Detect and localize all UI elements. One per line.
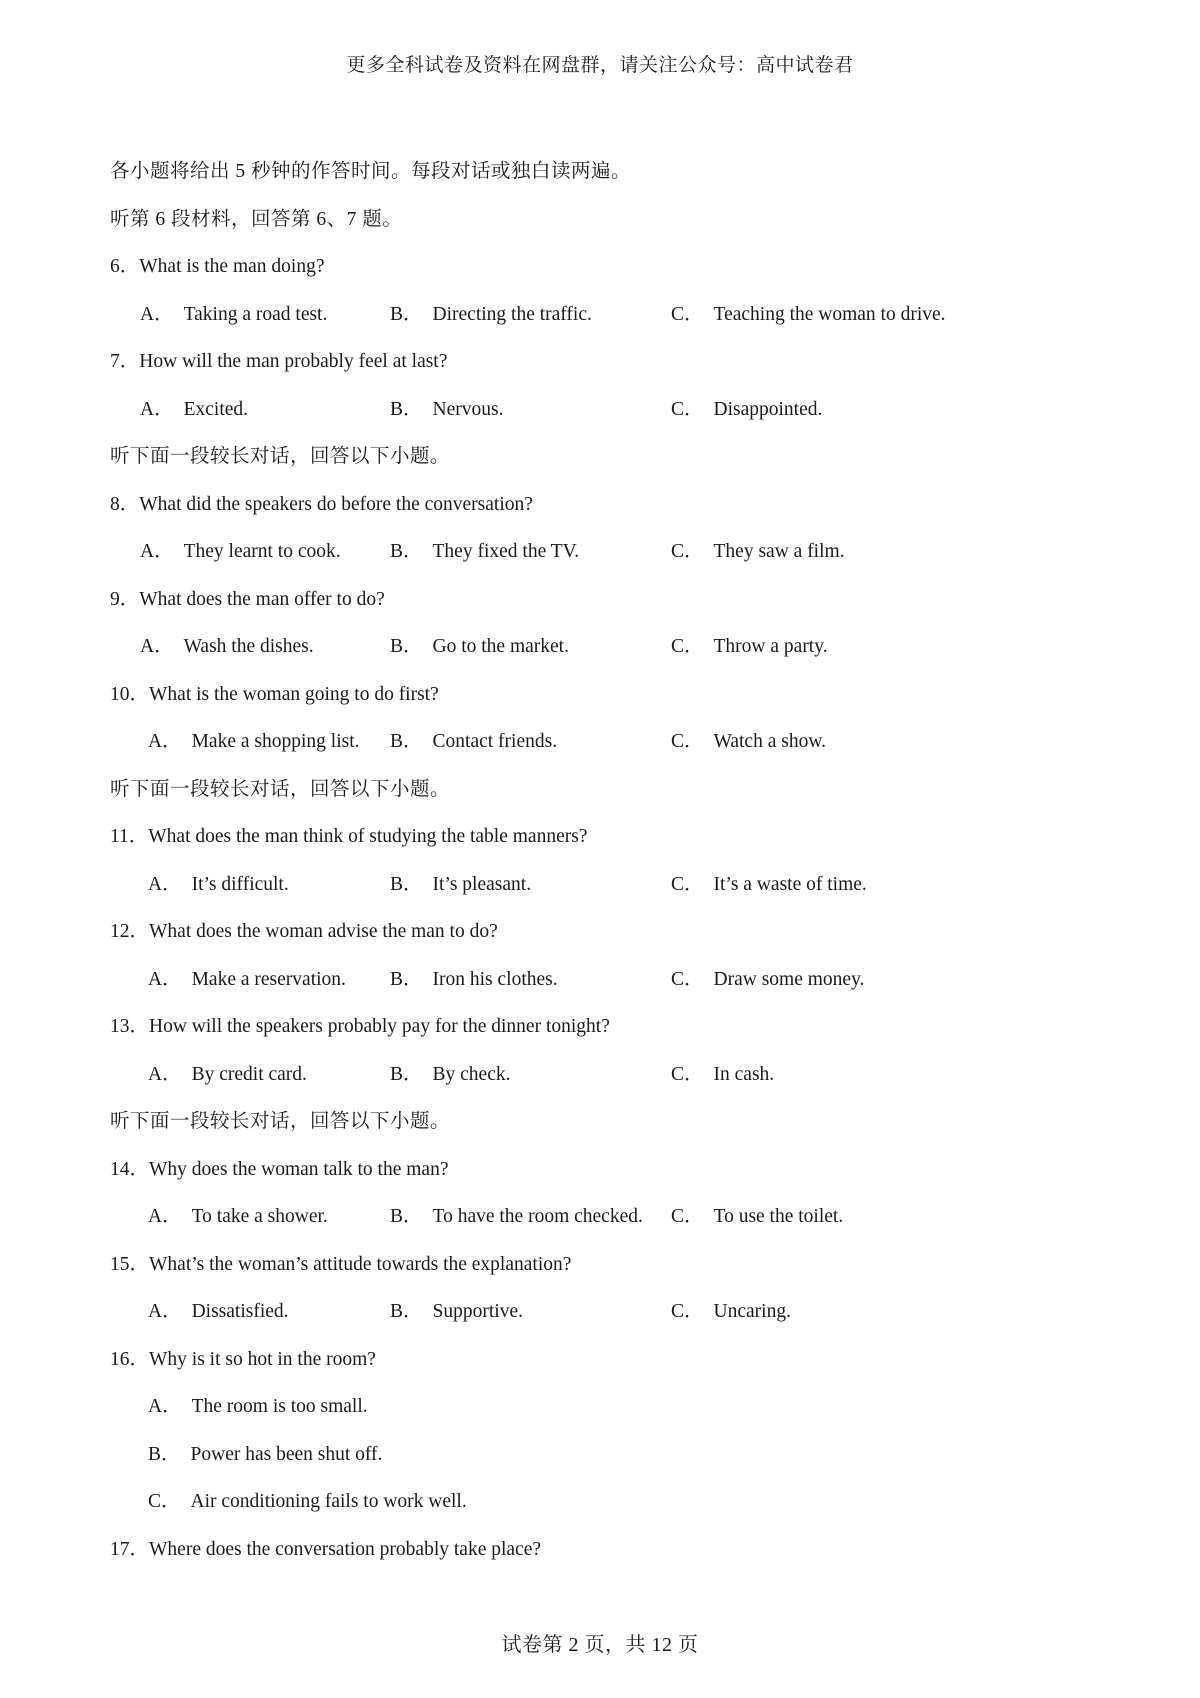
- question-10: [110, 671, 1110, 719]
- option-b: B． They fixed the TV.: [390, 541, 580, 562]
- option-a: A． Dissatisfied.: [148, 1301, 289, 1322]
- option-c: C． It’s a waste of time.: [671, 873, 867, 895]
- section-instruction: 听下面一段较长对话，回答以下小题。: [110, 446, 451, 467]
- options-9: [110, 623, 1110, 671]
- option-a: A． By credit card.: [148, 1063, 307, 1085]
- option-b: B． Iron his clothes.: [390, 968, 558, 990]
- option-c: C． Disappointed.: [671, 398, 823, 420]
- question-number: 12．: [110, 921, 150, 942]
- question-text: How will the speakers probably pay for the dinner tonight?: [149, 1016, 610, 1037]
- question-8: [110, 481, 1110, 529]
- option-c: C． Teaching the woman to drive.: [671, 303, 946, 325]
- question-text: Why does the woman talk to the man?: [149, 1158, 449, 1180]
- options-14: [110, 1193, 1110, 1241]
- intro-line-1: 各小题将给出 5 秒钟的作答时间。每段对话或独白读两遍。: [110, 161, 632, 182]
- option-b: B． To have the room checked.: [390, 1206, 643, 1227]
- option-c: C． They saw a film.: [671, 541, 845, 562]
- option-a: A． Make a reservation.: [148, 968, 346, 990]
- question-16: [110, 1336, 1110, 1384]
- option-b: B． By check.: [390, 1063, 511, 1085]
- question-text: What’s the woman’s attitude towards the explanation?: [149, 1253, 572, 1275]
- question-15: [110, 1241, 1110, 1289]
- question-14: [110, 1146, 1110, 1194]
- page-footer: 试卷第 2 页，共 12 页: [501, 1634, 699, 1656]
- question-text: Why is it so hot in the room?: [149, 1348, 376, 1370]
- question-text: Where does the conversation probably take place?: [149, 1538, 542, 1560]
- question-number: 14．: [110, 1158, 150, 1180]
- question-13: [110, 1003, 1110, 1051]
- option-a: A． It’s difficult.: [148, 873, 289, 895]
- exam-content: [110, 148, 1110, 1573]
- question-7: [110, 338, 1110, 386]
- options-13: [110, 1051, 1110, 1099]
- question-number: 13．: [110, 1016, 150, 1037]
- question-number: 15．: [110, 1253, 150, 1275]
- question-text: What is the woman going to do first?: [149, 683, 439, 705]
- question-text: What does the man offer to do?: [139, 588, 385, 610]
- option-a: A． Taking a road test.: [140, 303, 328, 325]
- question-text: What does the man think of studying the table manners?: [148, 826, 588, 847]
- option-c: C． Uncaring.: [671, 1301, 791, 1322]
- question-11: [110, 813, 1110, 861]
- question-number: 7．: [110, 351, 140, 372]
- option-c: C． To use the toilet.: [671, 1206, 844, 1227]
- question-6: [110, 243, 1110, 291]
- options-7: [110, 386, 1110, 434]
- question-text: What does the woman advise the man to do?: [149, 921, 498, 942]
- options-11: [110, 861, 1110, 909]
- option-a: A． Make a shopping list.: [148, 731, 360, 752]
- option-a: A． The room is too small.: [148, 1396, 368, 1417]
- question-text: What is the man doing?: [139, 256, 325, 277]
- options-15: [110, 1288, 1110, 1336]
- section-instruction: 听下面一段较长对话，回答以下小题。: [110, 1111, 451, 1132]
- option-c: C． Throw a party.: [671, 636, 828, 657]
- intro-line-2: 听第 6 段材料，回答第 6、7 题。: [110, 208, 403, 230]
- option-b: B． Nervous.: [390, 398, 504, 420]
- options-6: [110, 291, 1110, 339]
- question-number: 6．: [110, 256, 140, 277]
- question-number: 17．: [110, 1538, 150, 1560]
- question-text: What did the speakers do before the conversation?: [139, 493, 533, 515]
- option-a: A． To take a shower.: [148, 1206, 328, 1227]
- page-header: 更多全科试卷及资料在网盘群，请关注公众号：高中试卷君: [346, 55, 854, 76]
- question-text: How will the man probably feel at last?: [139, 351, 448, 372]
- question-number: 10．: [110, 683, 150, 705]
- question-17: [110, 1526, 1110, 1574]
- section-instruction: 听下面一段较长对话，回答以下小题。: [110, 778, 451, 800]
- options-10: [110, 718, 1110, 766]
- option-b: B． Directing the traffic.: [390, 303, 592, 325]
- option-a: A． Wash the dishes.: [140, 636, 314, 657]
- option-b: B． Supportive.: [390, 1301, 523, 1322]
- question-number: 16．: [110, 1348, 150, 1370]
- option-b: B． It’s pleasant.: [390, 873, 532, 895]
- question-number: 9．: [110, 588, 140, 610]
- question-number: 11．: [110, 826, 149, 847]
- option-a: A． Excited.: [140, 398, 249, 420]
- question-number: 8．: [110, 493, 140, 515]
- option-c: C． Watch a show.: [671, 731, 827, 752]
- option-c: C． In cash.: [671, 1063, 775, 1085]
- option-c: C． Air conditioning fails to work well.: [148, 1491, 467, 1512]
- options-12: [110, 956, 1110, 1004]
- options-8: [110, 528, 1110, 576]
- option-b: B． Go to the market.: [390, 636, 569, 657]
- question-9: [110, 576, 1110, 624]
- question-12: [110, 908, 1110, 956]
- option-b: B． Power has been shut off.: [148, 1443, 383, 1465]
- option-c: C． Draw some money.: [671, 968, 865, 990]
- option-a: A． They learnt to cook.: [140, 541, 341, 562]
- option-b: B． Contact friends.: [390, 731, 558, 752]
